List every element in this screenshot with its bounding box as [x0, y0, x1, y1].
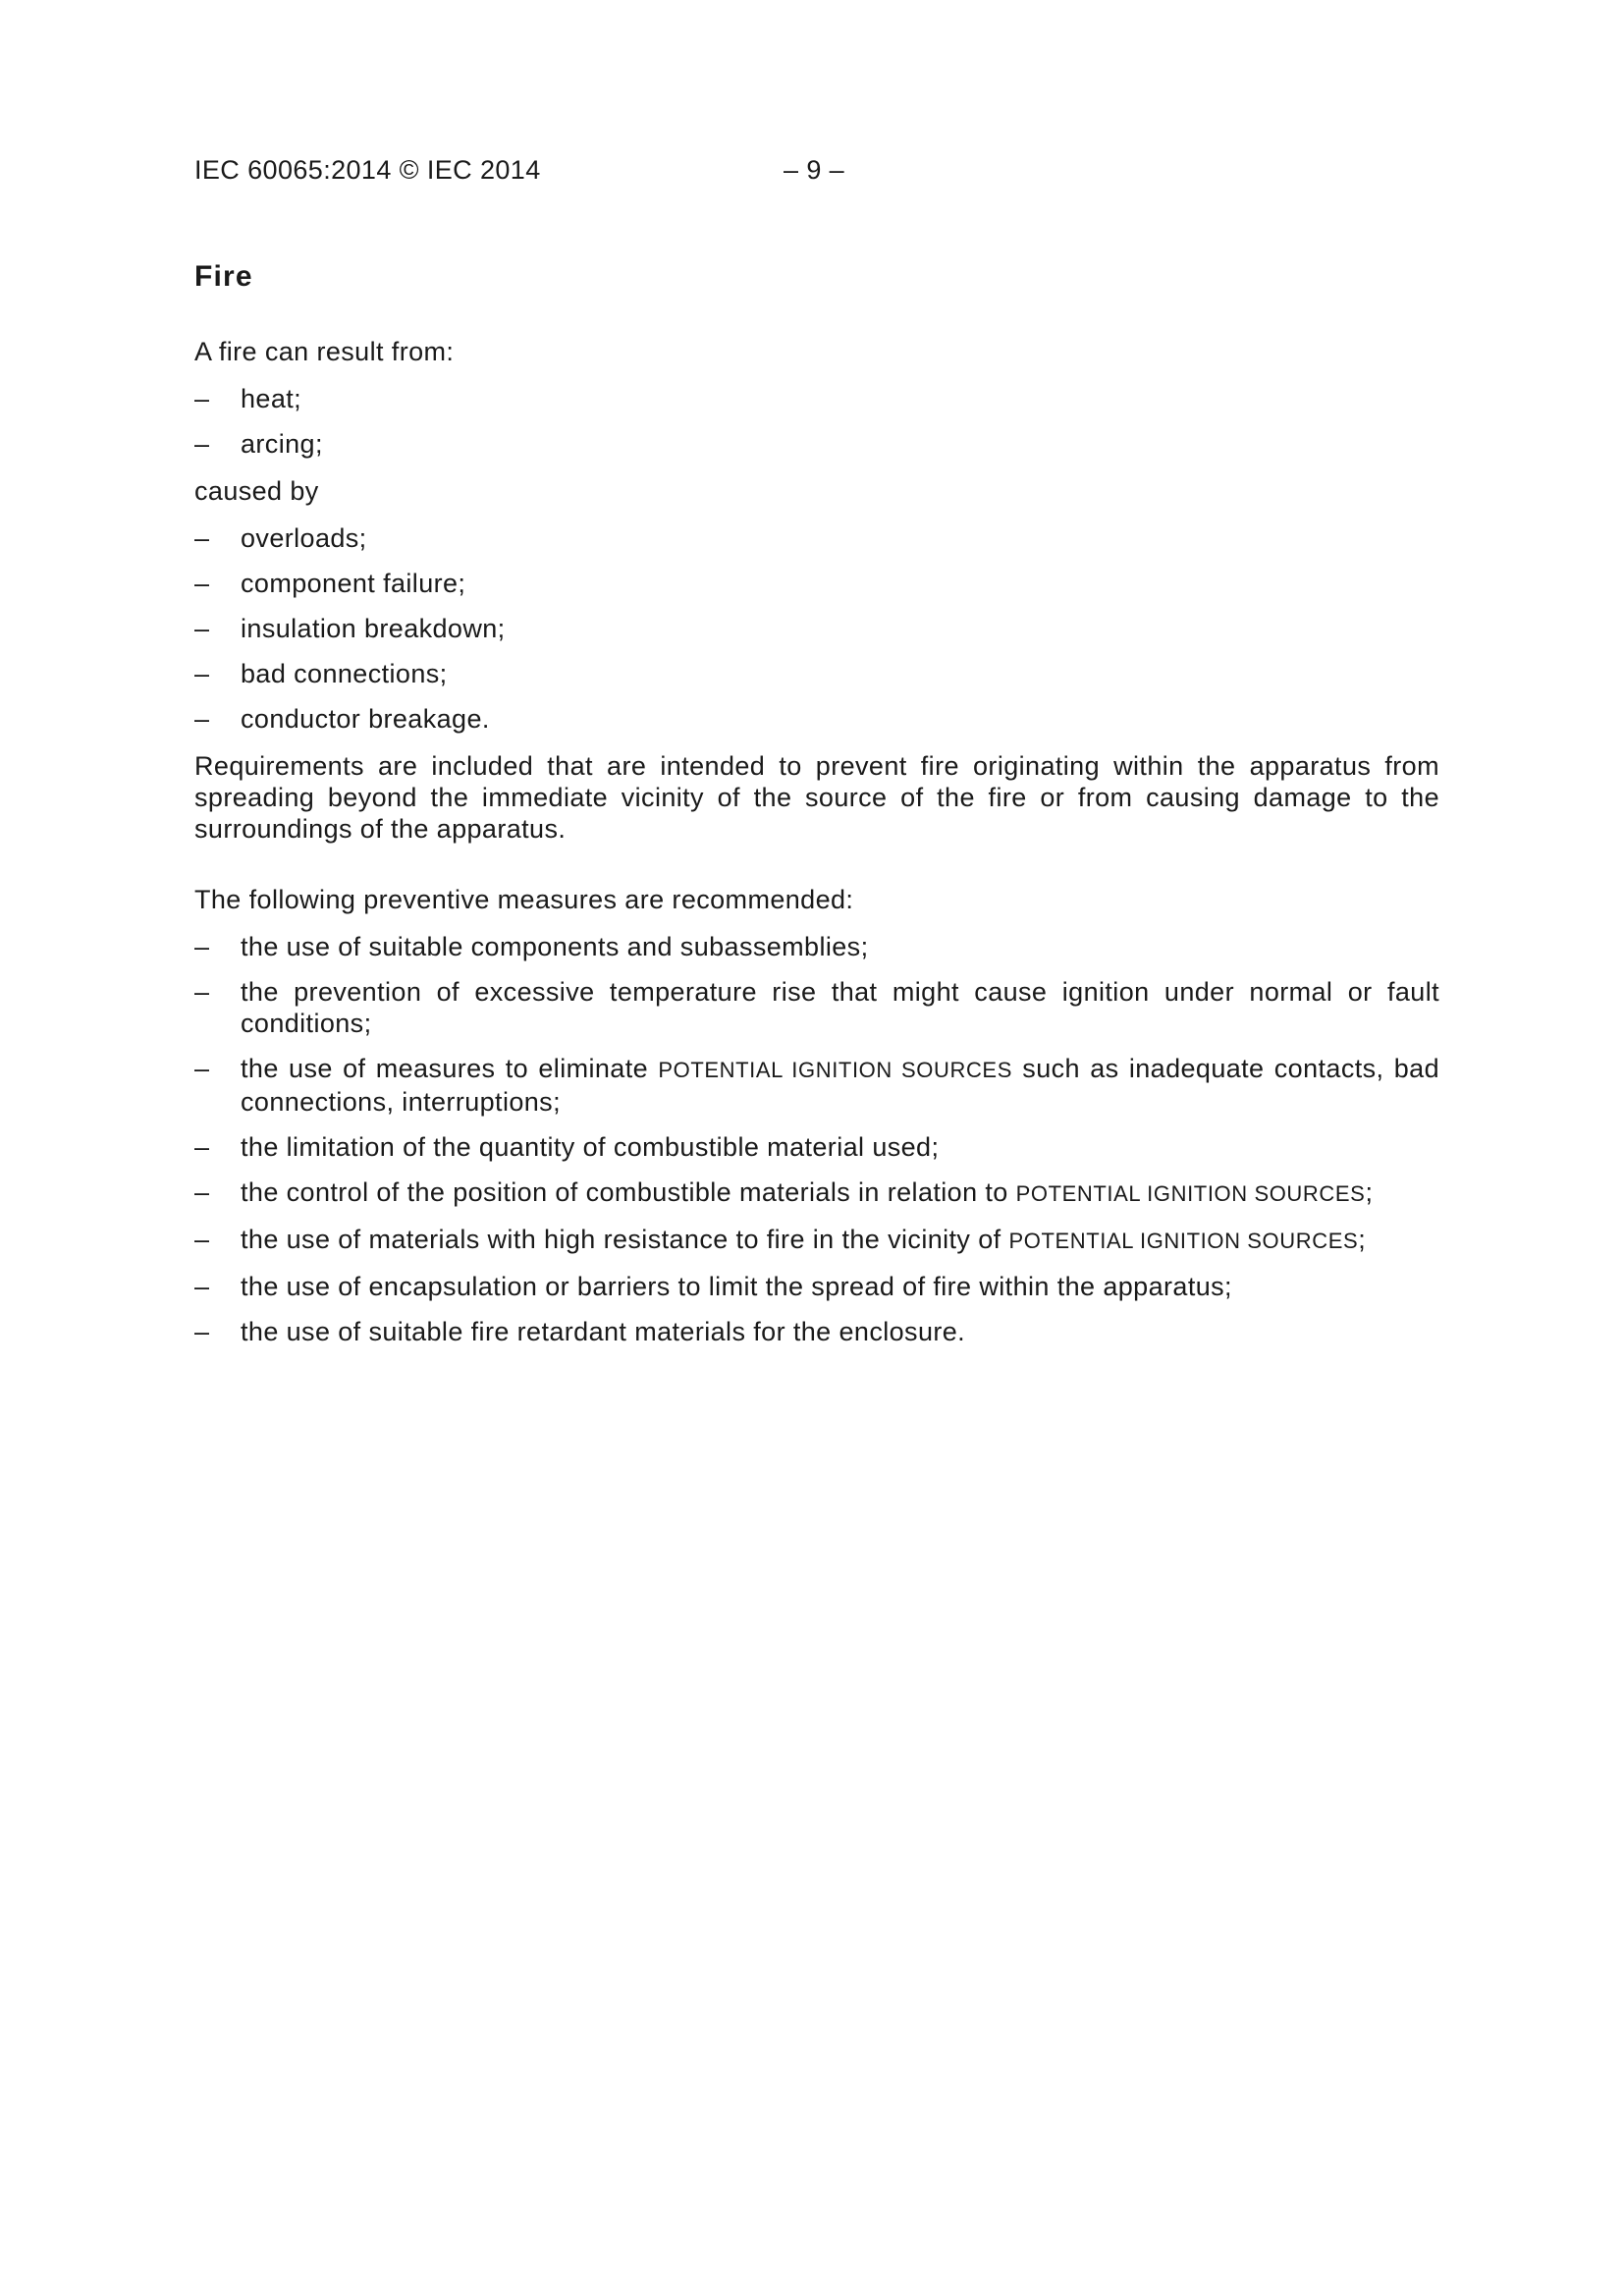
list-item: – insulation breakdown;: [194, 614, 506, 643]
dash-marker: –: [194, 569, 210, 598]
list-item: – the prevention of excessive temperature rise that might cause ignition under normal or fault conditions;: [194, 977, 1439, 1038]
page-number: – 9 –: [784, 155, 845, 185]
dash-marker: –: [194, 704, 210, 734]
defined-term: POTENTIAL IGNITION SOURCES: [1008, 1229, 1359, 1253]
dash-marker: –: [194, 1132, 210, 1162]
dash-marker: –: [194, 932, 210, 961]
dash-marker: –: [194, 1317, 210, 1346]
list-item: – arcing;: [194, 429, 323, 459]
dash-marker: –: [194, 1054, 210, 1083]
defined-term: POTENTIAL IGNITION SOURCES: [1015, 1181, 1366, 1206]
list-item: – the use of encapsulation or barriers to limit the spread of fire within the apparatus;: [194, 1272, 1232, 1301]
list-item: – the use of measures to eliminate POTENTIAL IGNITION SOURCES such as inadequate contacts, bad connections, interruptions;: [194, 1054, 1439, 1117]
page-header: [194, 155, 1441, 191]
list-item: – the limitation of the quantity of combustible material used;: [194, 1132, 940, 1162]
dash-marker: –: [194, 1225, 210, 1254]
fire-causes-list: [194, 383, 1439, 460]
section-content: [194, 257, 1439, 1363]
document-reference: IEC 60065:2014 © IEC 2014: [194, 155, 541, 185]
dash-marker: –: [194, 1177, 210, 1207]
list-item: – overloads;: [194, 523, 367, 553]
requirements-paragraph: Requirements are included that are intended to prevent fire originating within the apparatus from spreading beyond the immediate vicinity of the source of the fire or from causing damage to the surroundings of the apparatus.: [194, 751, 1439, 844]
defined-term: POTENTIAL IGNITION SOURCES: [658, 1058, 1012, 1082]
dash-marker: –: [194, 659, 210, 688]
preventive-measures-list: [194, 931, 1439, 1347]
section-title: Fire: [194, 260, 253, 293]
dash-marker: –: [194, 614, 210, 643]
dash-marker: –: [194, 523, 210, 553]
list-item: – component failure;: [194, 569, 466, 598]
measures-intro: The following preventive measures are recommended:: [194, 885, 854, 914]
fire-intro: A fire can result from:: [194, 337, 455, 366]
list-item: – the use of suitable fire retardant materials for the enclosure.: [194, 1317, 966, 1346]
list-item: – conductor breakage.: [194, 704, 490, 734]
caused-by-label: caused by: [194, 476, 319, 506]
list-item: – the control of the position of combustible materials in relation to POTENTIAL IGNITION SOURCES;: [194, 1177, 1374, 1207]
list-item: – the use of materials with high resistance to fire in the vicinity of POTENTIAL IGNITION SOURCES;: [194, 1225, 1367, 1254]
fire-sources-list: [194, 522, 1439, 735]
list-item: – heat;: [194, 384, 302, 413]
dash-marker: –: [194, 429, 210, 459]
dash-marker: –: [194, 1272, 210, 1301]
list-item: – bad connections;: [194, 659, 448, 688]
list-item: – the use of suitable components and subassemblies;: [194, 932, 869, 961]
dash-marker: –: [194, 977, 210, 1007]
dash-marker: –: [194, 384, 210, 413]
